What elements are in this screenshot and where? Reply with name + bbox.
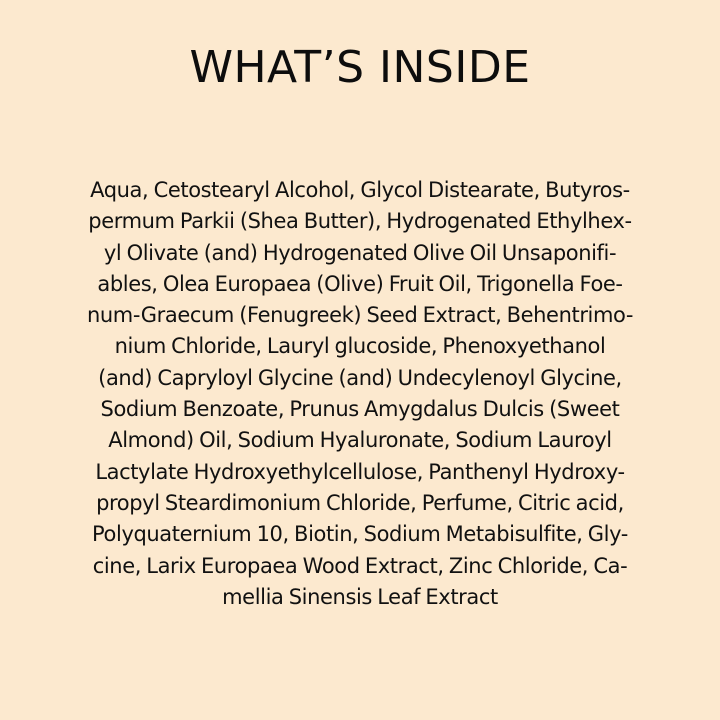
ingredient-line: Sodium Benzoate, Prunus Amygdalus Dulcis (Sweet [100, 397, 620, 422]
ingredient-line: (and) Capryloyl Glycine (and) Undecylenoyl Glycine, [98, 365, 622, 390]
page-title: WHAT’S INSIDE [189, 42, 531, 93]
ingredient-line: nium Chloride, Lauryl glucoside, Phenoxyethanol [114, 334, 606, 359]
ingredient-line: cine, Larix Europaea Wood Extract, Zinc Chloride, Ca- [92, 553, 628, 578]
ingredient-line: ables, Olea Europaea (Olive) Fruit Oil, Trigonella Foe- [97, 271, 623, 296]
ingredient-line: Polyquaternium 10, Biotin, Sodium Metabisulfite, Gly- [92, 522, 628, 547]
ingredient-line: propyl Steardimonium Chloride, Perfume, Citric acid, [96, 490, 624, 515]
ingredient-line: Lactylate Hydroxyethylcellulose, Panthenyl Hydroxy- [95, 459, 625, 484]
ingredient-line: Aqua, Cetostearyl Alcohol, Glycol Distearate, Butyros- [90, 178, 630, 202]
ingredients-list [55, 175, 665, 613]
ingredient-line: mellia Sinensis Leaf Extract [222, 584, 498, 609]
ingredient-line: Almond) Oil, Sodium Hyaluronate, Sodium Lauroyl [108, 428, 612, 453]
ingredient-line: permum Parkii (Shea Butter), Hydrogenated Ethylhex- [88, 209, 632, 234]
ingredient-line: num-Graecum (Fenugreek) Seed Extract, Behentrimo- [86, 303, 634, 328]
ingredient-line: yl Olivate (and) Hydrogenated Olive Oil Unsaponifi- [103, 240, 617, 265]
